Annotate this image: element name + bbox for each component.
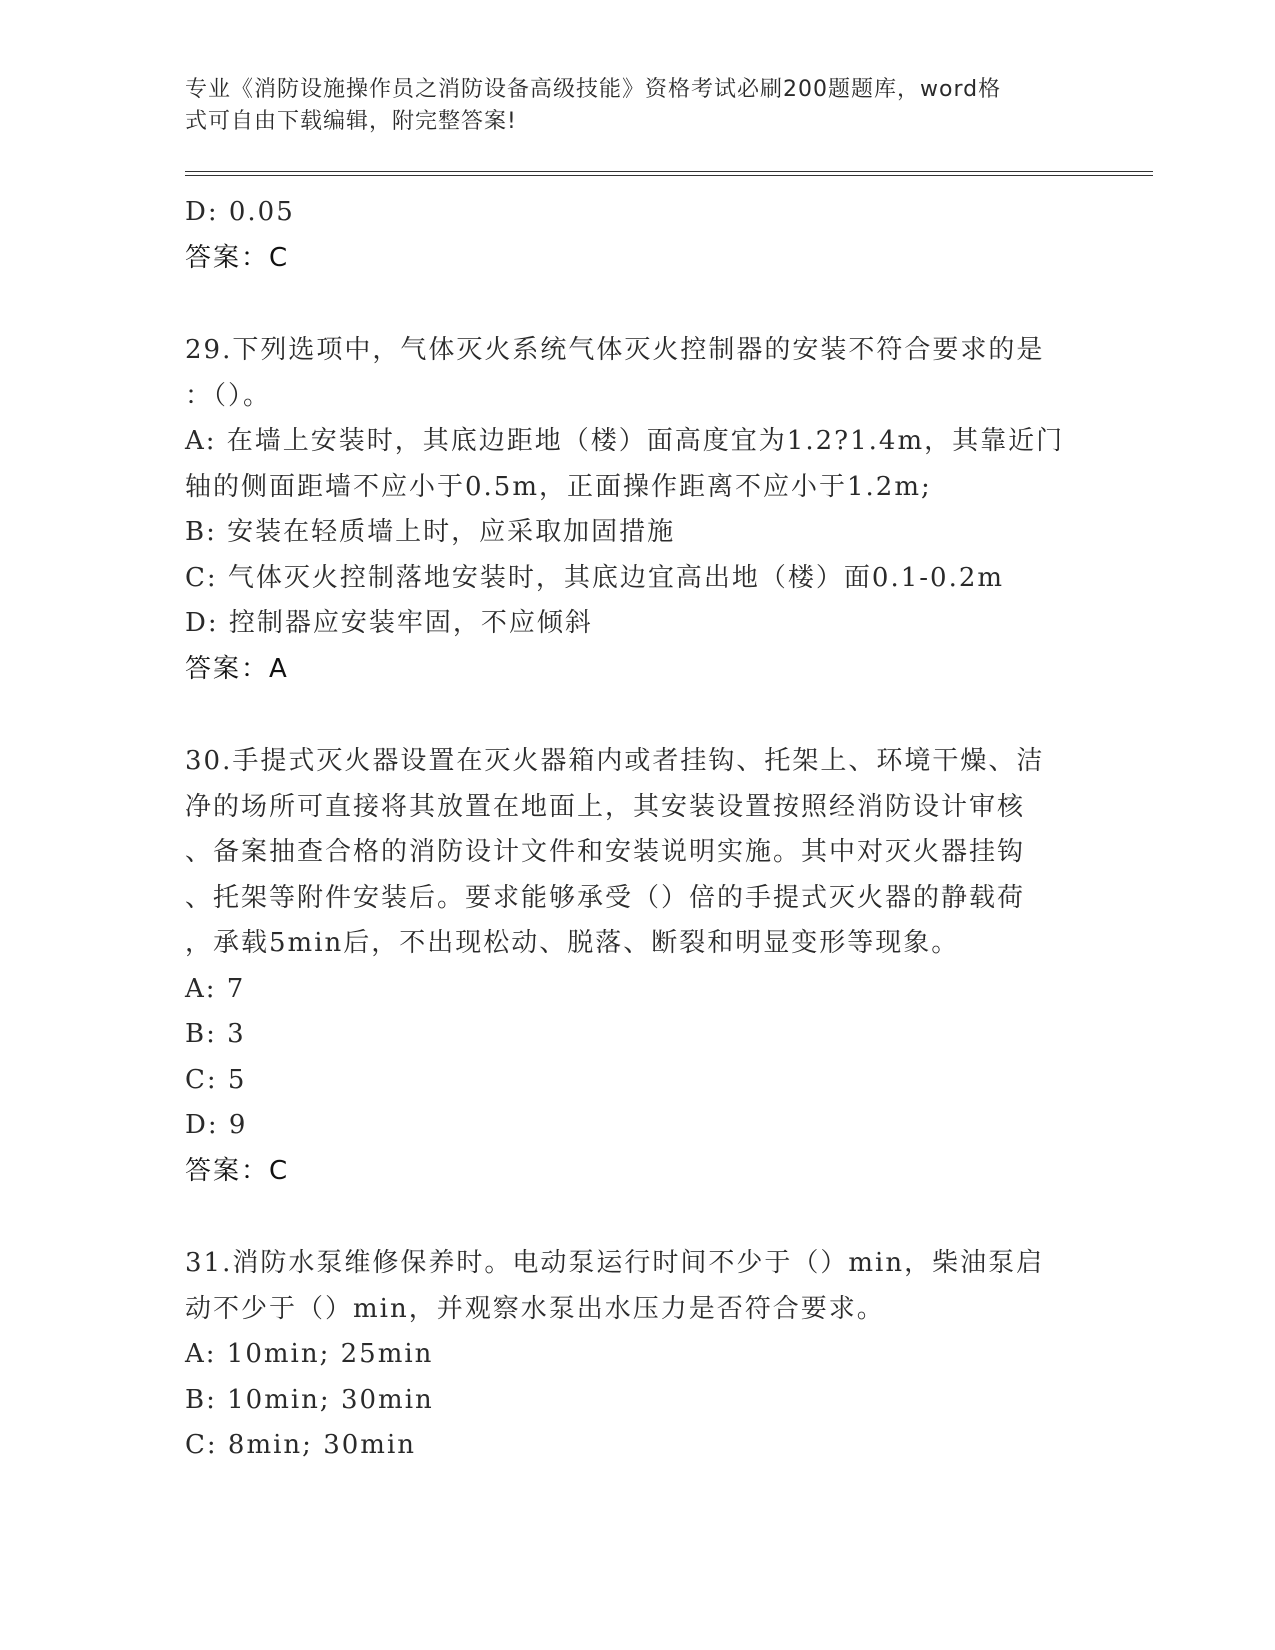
option-a: A: 7 bbox=[185, 973, 246, 1004]
header-divider-top bbox=[185, 171, 1153, 172]
option-b: B: 10min; 30min bbox=[185, 1384, 434, 1415]
question-stem: 29.下列选项中，气体灭火系统气体灭火控制器的安装不符合要求的是 bbox=[185, 335, 1045, 365]
answer-line: 答案：C bbox=[185, 242, 290, 273]
question-stem: 动不少于（）min，并观察水泵出水压力是否符合要求。 bbox=[185, 1293, 885, 1324]
question-30 bbox=[185, 739, 1085, 1194]
header-divider-bottom bbox=[185, 175, 1153, 176]
header-title-line-2: 式可自由下载编辑，附完整答案! bbox=[185, 109, 517, 134]
option-a: A: 在墙上安装时，其底边距地（楼）面高度宜为1.2?1.4m，其靠近门 bbox=[185, 426, 1065, 456]
answer-line: 答案：C bbox=[185, 1155, 290, 1186]
question-stem: 净的场所可直接将其放置在地面上，其安装设置按照经消防设计审核 bbox=[185, 791, 1026, 822]
question-body bbox=[185, 190, 1085, 1469]
question-stem: ，承载5min后，不出现松动、脱落、断裂和明显变形等现象。 bbox=[185, 928, 960, 958]
option-a: 轴的侧面距墙不应小于0.5m，正面操作距离不应小于1.2m; bbox=[185, 471, 932, 502]
option-c: C: 8min; 30min bbox=[185, 1430, 416, 1460]
header-title-line-1: 专业《消防设施操作员之消防设备高级技能》资格考试必刷200题题库，word格 bbox=[185, 77, 1002, 102]
option-b: B: 3 bbox=[185, 1019, 246, 1049]
question-29 bbox=[185, 328, 1085, 692]
option-d: D: 9 bbox=[185, 1110, 248, 1140]
question-stem: 31.消防水泵维修保养时。电动泵运行时间不少于（）min，柴油泵启 bbox=[185, 1248, 1045, 1278]
option-d: D: 0.05 bbox=[185, 197, 295, 227]
option-b: B: 安装在轻质墙上时，应采取加固措施 bbox=[185, 517, 676, 547]
option-a: A: 10min; 25min bbox=[185, 1339, 434, 1369]
previous-question-tail bbox=[185, 190, 1085, 281]
document-header bbox=[185, 74, 1095, 138]
question-stem: 30.手提式灭火器设置在灭火器箱内或者挂钩、托架上、环境干燥、洁 bbox=[185, 746, 1045, 776]
question-stem: 、备案抽查合格的消防设计文件和安装说明实施。其中对灭火器挂钩 bbox=[185, 837, 1026, 867]
answer-line: 答案：A bbox=[185, 653, 289, 684]
question-stem: ：（）。 bbox=[185, 380, 272, 411]
option-d: D: 控制器应安装牢固，不应倾斜 bbox=[185, 608, 593, 638]
question-stem: 、托架等附件安装后。要求能够承受（）倍的手提式灭火器的静载荷 bbox=[185, 882, 1026, 913]
question-31 bbox=[185, 1241, 1085, 1469]
option-c: C: 5 bbox=[185, 1064, 247, 1095]
option-c: C: 气体灭火控制落地安装时，其底边宜高出地（楼）面0.1-0.2m bbox=[185, 562, 1005, 593]
